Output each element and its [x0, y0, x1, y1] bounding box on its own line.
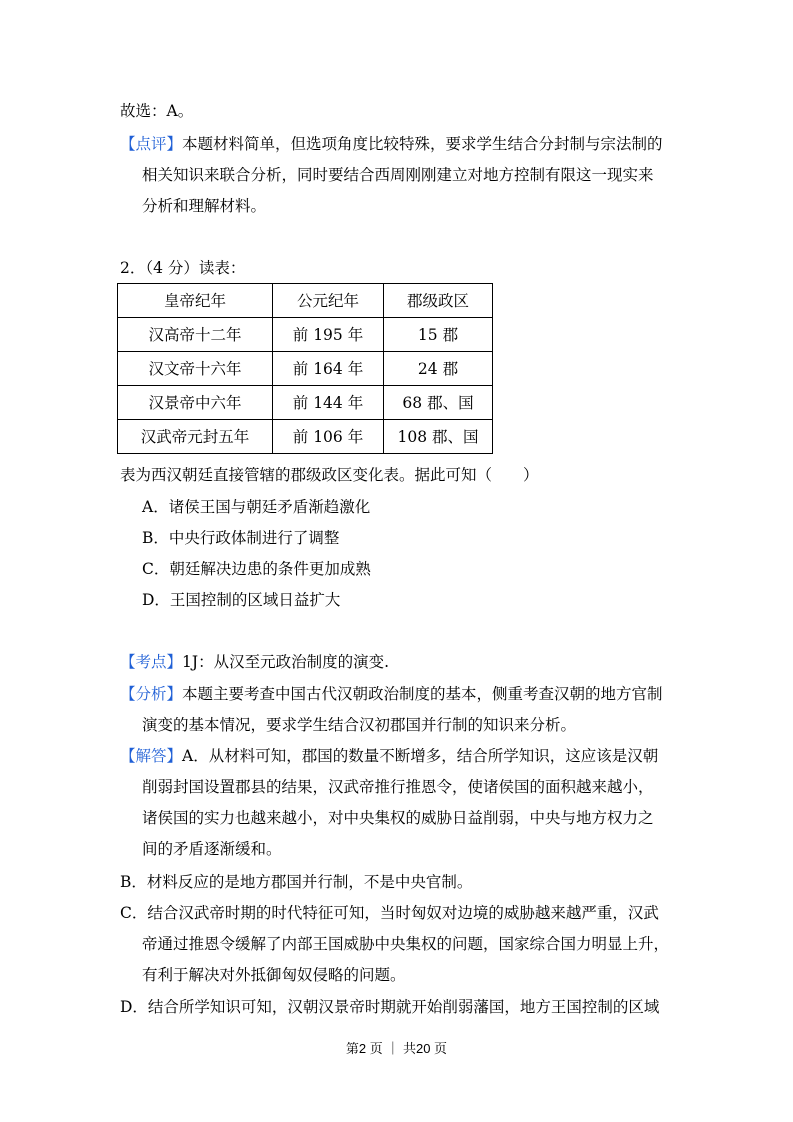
table-cell: 15 郡 [384, 318, 493, 352]
table-cell: 前 144 年 [273, 386, 384, 420]
kaodian-line: 【考点】1J：从汉至元政治制度的演变. [120, 653, 390, 671]
jieda-line-1: 【解答】A．从材料可知，郡国的数量不断增多，结合所学知识，这应该是汉朝 [120, 747, 659, 765]
table-cell: 汉高帝十二年 [118, 318, 273, 352]
jieda-line-2: 削弱封国设置郡县的结果，汉武帝推行推恩令，使诸侯国的面积越来越小， [142, 778, 654, 796]
comment-line-2: 相关知识来联合分析，同时要结合西周刚刚建立对地方控制有限这一现实来 [142, 166, 654, 184]
fenxi-line-1: 【分析】本题主要考查中国古代汉朝政治制度的基本，侧重考查汉朝的地方官制 [120, 685, 663, 703]
table-cell: 24 郡 [384, 352, 493, 386]
table-header: 皇帝纪年 [118, 284, 273, 318]
option-a: A．诸侯王国与朝廷矛盾渐趋激化 [142, 498, 371, 516]
table-cell: 68 郡、国 [384, 386, 493, 420]
option-d: D．王国控制的区域日益扩大 [142, 591, 341, 609]
table-cell: 前 106 年 [273, 420, 384, 454]
data-table [117, 283, 493, 454]
jieda-tag: 【解答】 [120, 747, 183, 765]
jieda-line-4: 间的矛盾逐渐缓和。 [142, 840, 282, 858]
fenxi-line-2: 演变的基本情况，要求学生结合汉初郡国并行制的知识来分析。 [142, 716, 577, 734]
table-cell: 汉武帝元封五年 [118, 420, 273, 454]
option-c-analysis-2: 帝通过推恩令缓解了内部王国威胁中央集权的问题，国家综合国力明显上升， [142, 935, 670, 953]
table-cell: 108 郡、国 [384, 420, 493, 454]
kaodian-tag: 【考点】 [120, 653, 183, 671]
table-cell: 前 164 年 [273, 352, 384, 386]
question-stem: 表为西汉朝廷直接管辖的郡级政区变化表。据此可知（ ） [120, 466, 539, 484]
answer-line: 故选：A。 [120, 102, 194, 120]
table-cell: 前 195 年 [273, 318, 384, 352]
option-b-analysis: B．材料反应的是地方郡国并行制，不是中央官制。 [120, 873, 473, 891]
table-row [118, 352, 493, 386]
table-header: 公元纪年 [273, 284, 384, 318]
option-b: B．中央行政体制进行了调整 [142, 529, 340, 547]
jieda-line-3: 诸侯国的实力也越来越小，对中央集权的威胁日益削弱，中央与地方权力之 [142, 809, 654, 827]
page-footer: 第2 页 ｜ 共20 页 [345, 1041, 448, 1056]
option-d-analysis: D．结合所学知识可知，汉朝汉景帝时期就开始削弱藩国，地方王国控制的区域 [120, 998, 660, 1016]
table-header: 郡级政区 [384, 284, 493, 318]
table-cell: 汉文帝十六年 [118, 352, 273, 386]
comment-line-1: 【点评】本题材料简单，但选项角度比较特殊，要求学生结合分封制与宗法制的 [120, 135, 663, 153]
table-row [118, 386, 493, 420]
table-row [118, 318, 493, 352]
fenxi-tag: 【分析】 [120, 685, 183, 703]
table-header-row [118, 284, 493, 318]
table-row [118, 420, 493, 454]
option-c-analysis-1: C．结合汉武帝时期的时代特征可知，当时匈奴对边境的威胁越来越严重，汉武 [120, 904, 659, 922]
question-title: 2．（4 分）读表： [120, 259, 246, 277]
table-cell: 汉景帝中六年 [118, 386, 273, 420]
comment-tag: 【点评】 [120, 135, 183, 153]
option-c: C．朝廷解决边患的条件更加成熟 [142, 560, 371, 578]
option-c-analysis-3: 有利于解决对外抵御匈奴侵略的问题。 [142, 966, 406, 984]
comment-line-3: 分析和理解材料。 [142, 197, 267, 215]
